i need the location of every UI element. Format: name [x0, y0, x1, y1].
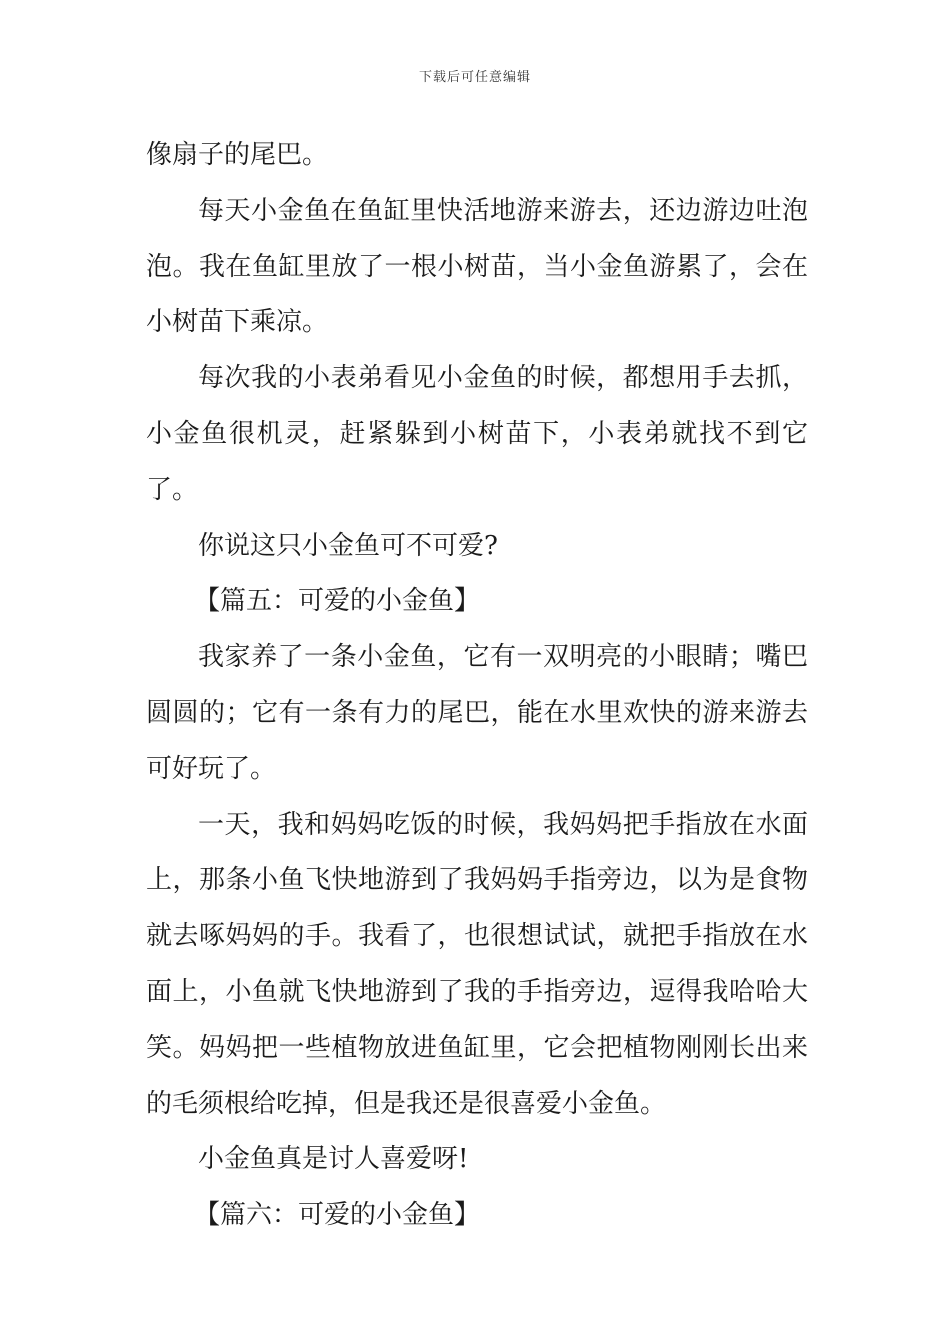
paragraph-8: 小金鱼真是讨人喜爱呀! [198, 1144, 469, 1175]
section-heading-6: 【篇六：可爱的小金鱼】 [194, 1200, 481, 1231]
paragraph-7: 一天，我和妈妈吃饭的时候，我妈妈把手指放在水面上，那条小鱼飞快地游到了我妈妈手指旁边，以为是食物就去啄妈妈的手。我看了，也很想试试，就把手指放在水面上，小鱼就飞快地游到了我的手指旁边，逗得我哈哈大笑。妈妈把一些植物放进鱼缸里，它会把植物刚刚长出来的毛须根给吃掉，但是我还是很喜爱小金鱼。 [146, 809, 808, 1119]
page-header: 下载后可任意编辑 [418, 70, 531, 85]
paragraph-1: 像扇子的尾巴。 [146, 140, 329, 170]
section-heading-5: 【篇五：可爱的小金鱼】 [194, 586, 481, 617]
paragraph-6: 我家养了一条小金鱼，它有一双明亮的小眼睛；嘴巴圆圆的；它有一条有力的尾巴，能在水里欢快的游来游去可好玩了。 [146, 642, 808, 784]
paragraph-2: 每天小金鱼在鱼缸里快活地游来游去，还边游边吐泡泡。我在鱼缸里放了一根小树苗，当小金鱼游累了，会在小树苗下乘凉。 [146, 195, 808, 338]
paragraph-4: 你说这只小金鱼可不可爱? [198, 530, 498, 561]
paragraph-3: 每次我的小表弟看见小金鱼的时候，都想用手去抓，小金鱼很机灵，赶紧躲到小树苗下，小表弟就找不到它了。 [146, 363, 808, 505]
document-body [146, 128, 808, 1244]
